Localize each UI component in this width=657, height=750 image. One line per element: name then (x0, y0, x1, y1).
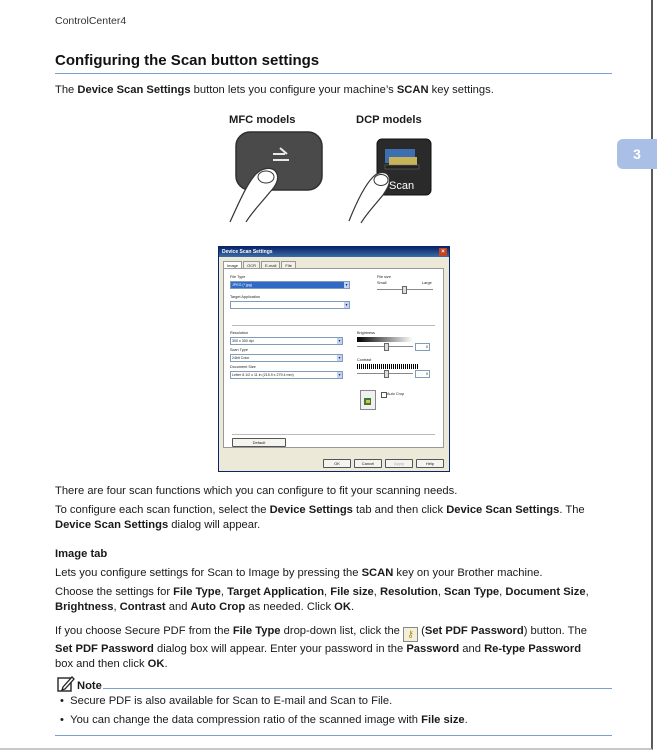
dialog-title-bar (219, 247, 449, 257)
footer-divider (232, 434, 435, 435)
auto-crop-label: Auto Crop (387, 392, 405, 396)
note-bullet-1: • Secure PDF is also available for Scan to E-mail and Scan to File. (60, 695, 393, 707)
resolution-label: Resolution (230, 331, 248, 335)
help-button[interactable]: Help (416, 459, 444, 468)
mfc-models-label: MFC models (229, 114, 296, 126)
configure-paragraph: To configure each scan function, select the Device Settings tab and then click Device Scan Settings. The Device Scan Settings dialog will appear. (55, 504, 585, 531)
device-scan-settings-dialog (218, 246, 450, 472)
chapter-tab: 3 (617, 139, 657, 169)
bottom-rule (55, 735, 612, 736)
brightness-value[interactable]: 0 (415, 343, 430, 351)
contrast-label: Contrast (357, 358, 372, 362)
scan-type-select[interactable]: 24bit Color ▾ (230, 354, 343, 362)
file-size-slider-thumb[interactable] (402, 286, 407, 294)
tab-image[interactable]: Image (223, 261, 242, 269)
apply-button[interactable]: Apply (385, 459, 413, 468)
scan-key-label: Scan (389, 180, 415, 192)
brightness-label: Brightness (357, 331, 375, 335)
scan-type-label: Scan Type (230, 348, 248, 352)
note-icon (57, 675, 75, 693)
auto-crop-preview-icon (360, 390, 376, 410)
scanner-icon (385, 149, 419, 169)
image-tab-description: Lets you configure settings for Scan to Image by pressing the SCAN key on your Brother machine. (55, 567, 543, 579)
document-size-select[interactable]: Letter 8 1/2 x 11 in (215.9 x 279.4 mm) ▾ (230, 371, 343, 379)
file-size-label: File size (377, 275, 391, 279)
note-rule (103, 688, 612, 689)
file-size-large-label: Large (422, 281, 432, 285)
intro-paragraph: The Device Scan Settings button lets you configure your machine’s SCAN key settings. (55, 84, 494, 96)
tab-file[interactable]: File (281, 261, 295, 269)
brightness-gradient (357, 337, 413, 342)
target-app-select[interactable] (230, 301, 350, 309)
contrast-slider-thumb[interactable] (384, 370, 389, 378)
dialog-title: Device Scan Settings (222, 249, 273, 255)
settings-paragraph: Choose the settings for File Type, Target Application, File size, Resolution, Scan Type, Document Size, Brightness, Contrast and Auto Crop as needed. Click OK. (55, 586, 589, 613)
secure-pdf-paragraph: If you choose Secure PDF from the File Type drop-down list, click the ⚷ (Set PDF Password) button. The Set PDF Password dialog box will appear. Enter your password in the Password and Re-type Password box and then click OK. (55, 625, 587, 670)
default-button[interactable]: Default (232, 438, 286, 447)
file-type-label: File Type (230, 275, 246, 279)
dcp-models-label: DCP models (356, 114, 422, 126)
dcp-scan-key-illustration (345, 135, 435, 225)
brightness-slider-thumb[interactable] (384, 343, 389, 351)
document-size-label: Document Size (230, 365, 256, 369)
note-bullet-2: • You can change the data compression ratio of the scanned image with File size. (60, 714, 468, 726)
note-heading: Note (77, 680, 102, 692)
key-icon: ⚷ (403, 627, 418, 642)
cancel-button[interactable]: Cancel (354, 459, 382, 468)
section-divider (232, 325, 435, 326)
file-type-select[interactable]: JPEG (*.jpg) ▾ (230, 281, 350, 289)
running-head: ControlCenter4 (55, 15, 127, 27)
tab-ocr[interactable]: OCR (243, 261, 260, 269)
tab-email[interactable]: E-mail (261, 261, 280, 269)
mfc-scan-key-illustration (226, 130, 328, 225)
title-rule (55, 73, 612, 74)
target-app-label: Target Application (230, 295, 260, 299)
image-tab-panel (223, 268, 444, 448)
contrast-value[interactable]: 0 (415, 370, 430, 378)
scan-functions-paragraph: There are four scan functions which you can configure to fit your scanning needs. (55, 485, 458, 497)
page-title: Configuring the Scan button settings (55, 52, 320, 69)
close-icon[interactable]: × (439, 248, 447, 256)
file-size-small-label: Small (377, 281, 387, 285)
resolution-select[interactable]: 300 x 300 dpi ▾ (230, 337, 343, 345)
image-tab-heading: Image tab (55, 548, 108, 560)
ok-button[interactable]: OK (323, 459, 351, 468)
contrast-pattern (357, 364, 419, 369)
